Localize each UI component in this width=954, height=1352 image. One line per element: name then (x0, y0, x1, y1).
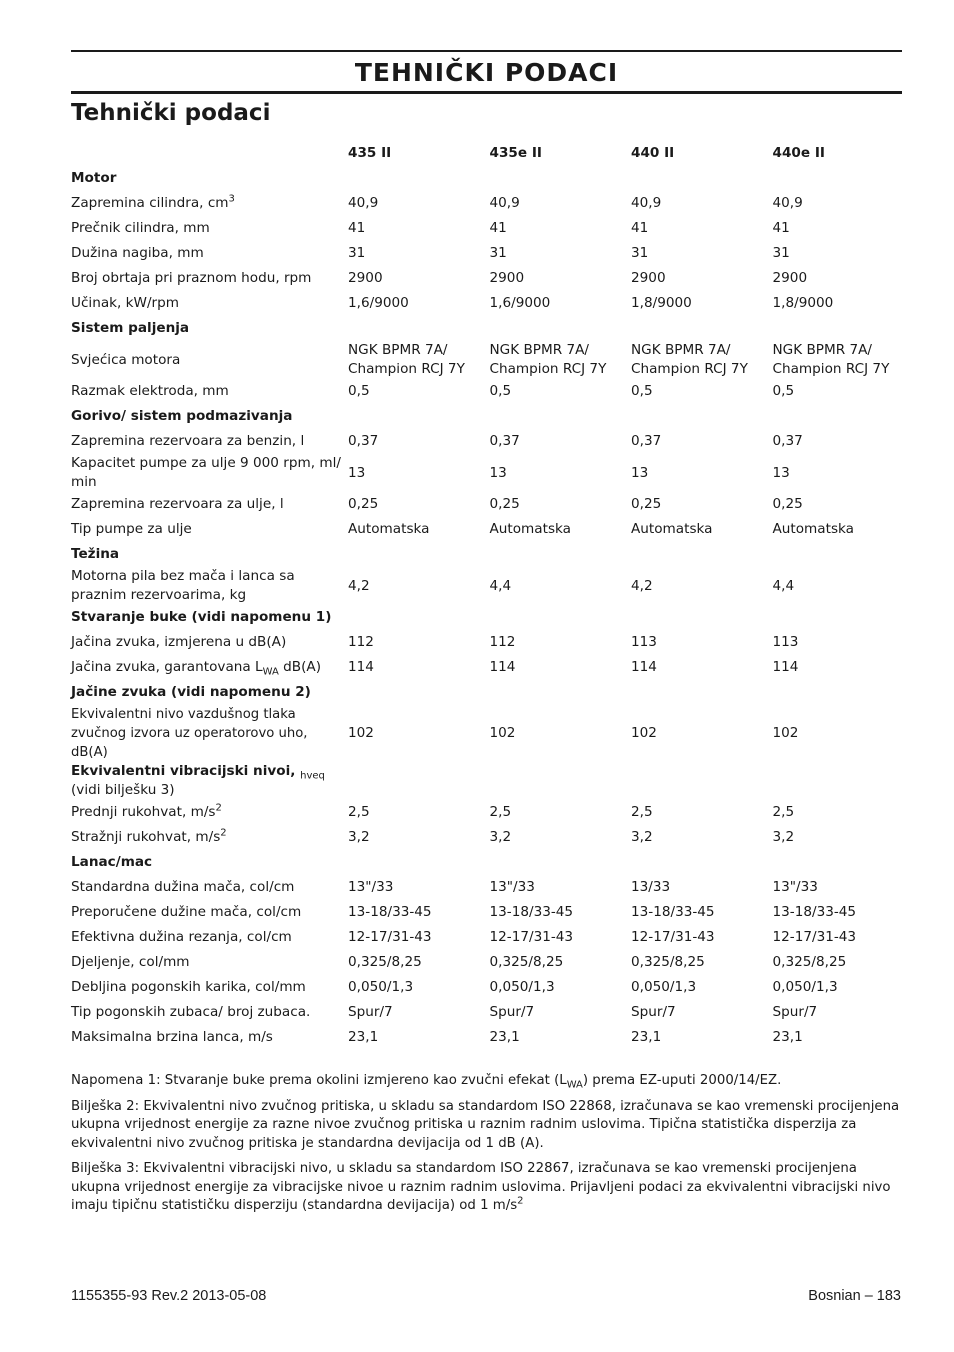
table-row (71, 900, 914, 925)
table-cell: 40,9 (348, 195, 379, 211)
table-cell: 0,325/8,25 (631, 954, 705, 970)
row-label: Efektivna dužina rezanja, col/cm (71, 929, 292, 945)
table-cell: 23,1 (348, 1029, 379, 1045)
section-row (71, 850, 914, 875)
table-cell: 12-17/31-43 (489, 929, 574, 945)
table-cell: Automatska (631, 521, 713, 537)
table-cell: 13/33 (631, 879, 671, 895)
table-cell: NGK BPMR 7A/ Champion RCJ 7Y (348, 342, 465, 377)
table-cell: Spur/7 (348, 1004, 393, 1020)
table-cell: NGK BPMR 7A/ Champion RCJ 7Y (489, 342, 607, 377)
table-cell: 23,1 (631, 1029, 662, 1045)
table-cell: 0,050/1,3 (772, 979, 838, 995)
table-cell: 41 (489, 220, 507, 236)
table-cell: 2900 (772, 270, 808, 286)
table-cell: 114 (348, 659, 374, 675)
table-row (71, 517, 914, 542)
row-label: Tip pumpe za ulje (71, 521, 192, 537)
table-cell: 13-18/33-45 (631, 904, 715, 920)
table-row (71, 1025, 914, 1050)
table-cell: 112 (348, 634, 374, 650)
table-row (71, 825, 914, 850)
section-title: Stvaranje buke (vidi napomenu 1) (71, 609, 332, 625)
section-title: Motor (71, 170, 117, 186)
table-cell: Spur/7 (631, 1004, 676, 1020)
row-label: Jačina zvuka, izmjerena u dB(A) (71, 634, 287, 650)
row-label: Tip pogonskih zubaca/ broj zubaca. (71, 1004, 311, 1020)
row-label: Zapremina cilindra, $cm^3$ (71, 193, 235, 211)
table-row (71, 875, 914, 900)
table-cell: 13-18/33-45 (348, 904, 432, 920)
table-cell: Spur/7 (772, 1004, 818, 1020)
table-row (71, 705, 914, 762)
table-row (71, 191, 914, 216)
table-cell: 0,25 (631, 496, 662, 512)
note-1: Napomena 1: Stvaranje buke prema okolini izmjereno kao zvučni efekat $(L_{WA})$ prema EZ-uputi 2000/14/EZ. (71, 1073, 782, 1091)
table-row (71, 429, 914, 454)
model-header: 435e II (489, 145, 542, 161)
table-cell: Automatska (772, 521, 855, 537)
table-row (71, 950, 914, 975)
table-cell: 1,8/9000 (772, 295, 834, 311)
table-cell: NGK BPMR 7A/ Champion RCJ 7Y (631, 342, 748, 377)
banner-title: TEHNIČKI PODACI (354, 58, 619, 87)
page-banner (71, 50, 902, 94)
table-cell: 4,2 (348, 577, 370, 594)
table-cell: 40,9 (772, 195, 803, 211)
table-cell: 2900 (348, 270, 383, 286)
table-cell: 31 (348, 245, 366, 261)
table-row (71, 379, 914, 404)
model-header: 440 II (631, 145, 675, 161)
table-cell: 41 (631, 220, 649, 236)
table-cell: 1,6/9000 (489, 295, 551, 311)
table-cell: 114 (772, 659, 799, 675)
table-cell: 3,2 (772, 829, 795, 845)
table-cell: 0,325/8,25 (772, 954, 847, 970)
model-header: 440e II (772, 145, 825, 161)
table-cell: 112 (489, 634, 516, 650)
table-cell: 114 (631, 659, 657, 675)
table-cell: 41 (772, 220, 790, 236)
row-label: Zapremina rezervoara za ulje, l (71, 496, 284, 512)
section-row (71, 404, 914, 429)
table-cell: 0,37 (631, 433, 662, 449)
row-label: Učinak, kW/rpm (71, 295, 180, 311)
table-cell: 3,2 (631, 829, 653, 845)
table-row (71, 567, 914, 605)
table-cell: 13-18/33-45 (772, 904, 857, 920)
section-row (71, 542, 914, 567)
table-row (71, 241, 914, 266)
row-label: Broj obrtaja pri praznom hodu, rpm (71, 270, 312, 286)
table-cell: 0,25 (348, 496, 379, 512)
table-cell: 4,4 (772, 577, 795, 594)
row-label: Svjećica motora (71, 351, 181, 368)
header-blank (71, 141, 348, 166)
table-cell: 2900 (631, 270, 666, 286)
section-title: Težina (71, 546, 120, 562)
table-cell: 0,325/8,25 (489, 954, 564, 970)
table-cell: 0,050/1,3 (348, 979, 414, 995)
table-cell: 12-17/31-43 (348, 929, 432, 945)
row-label: Jačina zvuka, garantovana $L_{WA}$ dB(A) (71, 659, 321, 678)
table-cell: 0,37 (348, 433, 379, 449)
page-number: Bosnian – 183 (808, 1288, 901, 1304)
table-row (71, 454, 914, 492)
table-cell: 0,5 (772, 383, 795, 399)
table-cell: 13 (489, 464, 507, 481)
table-cell: 102 (631, 725, 657, 741)
footnotes (71, 1072, 906, 1223)
row-label: Djeljenje, col/mm (71, 954, 190, 970)
table-cell: 114 (489, 659, 516, 675)
table-cell: 23,1 (489, 1029, 520, 1045)
table-cell: 2,5 (489, 804, 512, 820)
section-title: Lanac/mac (71, 854, 153, 870)
table-cell: 2,5 (348, 804, 370, 820)
row-label: Prečnik cilindra, mm (71, 220, 210, 236)
table-cell: 13 (348, 464, 366, 481)
page-title: Tehnički podaci (71, 100, 271, 126)
table-cell: 102 (348, 725, 374, 741)
table-cell: 0,25 (489, 496, 520, 512)
model-header: 435 II (348, 145, 392, 161)
table-cell: 31 (772, 245, 790, 261)
section-row (71, 316, 914, 341)
table-cell: 0,37 (489, 433, 520, 449)
row-label: Ekvivalentni nivo vazdušnog tlaka zvučnog izvora uz operatorovo uho, dB(A) (71, 707, 308, 760)
table-cell: 12-17/31-43 (772, 929, 857, 945)
table-cell: 102 (772, 725, 799, 741)
table-cell: 0,050/1,3 (631, 979, 697, 995)
table-cell: 41 (348, 220, 366, 236)
row-label: Maksimalna brzina lanca, m/s (71, 1029, 273, 1045)
table-cell: 12-17/31-43 (631, 929, 715, 945)
table-cell: 0,37 (772, 433, 803, 449)
row-label: Preporučene dužine mača, col/cm (71, 904, 302, 920)
table-cell: 31 (489, 245, 507, 261)
table-cell: Automatska (348, 521, 430, 537)
table-row (71, 800, 914, 825)
table-cell: 2,5 (772, 804, 795, 820)
table-cell: Automatska (489, 521, 572, 537)
table-cell: NGK BPMR 7A/ Champion RCJ 7Y (772, 342, 890, 377)
table-cell: 0,5 (348, 383, 370, 399)
note-3: Bilješka 3: Ekvivalentni vibracijski nivo, u skladu sa standardom ISO 22867, izračunava se kao vremenski procijenjena ukupna vrijednost energije za vibracijske nivoe u raznim radnim uslovima. Prijavljeni podaci za ekvivalentni vibracijski nivo imaju tipičnu statističku disperziju (standardna devijacija) od 1 $m/s^2$ (71, 1161, 891, 1213)
table-row (71, 341, 914, 379)
table-cell: 40,9 (489, 195, 520, 211)
row-label: Debljina pogonskih karika, col/mm (71, 979, 306, 995)
table-cell: 2900 (489, 270, 525, 286)
table-cell: 0,25 (772, 496, 803, 512)
table-cell: 40,9 (631, 195, 662, 211)
row-label: Kapacitet pumpe za ulje 9 000 rpm, ml/ min (71, 455, 341, 490)
table-cell: 3,2 (348, 829, 370, 845)
table-cell: 13"/33 (772, 879, 818, 895)
table-cell: 113 (772, 634, 799, 650)
table-cell: 4,4 (489, 577, 512, 594)
table-cell: 31 (631, 245, 649, 261)
table-cell: 23,1 (772, 1029, 803, 1045)
table-row (71, 1000, 914, 1025)
table-cell: 13"/33 (348, 879, 394, 895)
section-title: Ekvivalentni vibracijski nivoi, $_{hveq}$ (vidi bilješku 3) (71, 763, 325, 798)
row-label: Dužina nagiba, mm (71, 245, 204, 261)
table-cell: 2,5 (631, 804, 653, 820)
table-header-row (71, 141, 914, 166)
table-cell: 3,2 (489, 829, 512, 845)
document-number: 1155355-93 Rev.2 2013-05-08 (71, 1288, 267, 1304)
table-cell: 13"/33 (489, 879, 535, 895)
section-title: Jačine zvuka (vidi napomenu 2) (71, 684, 311, 700)
table-cell: 1,6/9000 (348, 295, 409, 311)
table-cell: 13 (631, 464, 649, 481)
section-title: Sistem paljenja (71, 320, 190, 336)
table-cell: 0,325/8,25 (348, 954, 422, 970)
table-cell: Spur/7 (489, 1004, 535, 1020)
table-cell: 1,8/9000 (631, 295, 692, 311)
row-label: Motorna pila bez mača i lanca sa praznim rezervoarima, kg (71, 568, 295, 603)
row-label: Zapremina rezervoara za benzin, l (71, 433, 305, 449)
row-label: Stražnji rukohvat, $m/s^2$ (71, 827, 227, 845)
row-label: Prednji rukohvat, $m/s^2$ (71, 802, 222, 820)
table-row (71, 630, 914, 655)
table-cell: 13-18/33-45 (489, 904, 574, 920)
table-cell: 0,5 (631, 383, 653, 399)
section-title: Gorivo/ sistem podmazivanja (71, 408, 293, 424)
row-label: Standardna dužina mača, col/cm (71, 879, 295, 895)
table-cell: 102 (489, 725, 516, 741)
table-cell: 0,050/1,3 (489, 979, 555, 995)
note-2: Bilješka 2: Ekvivalentni nivo zvučnog pritiska, u skladu sa standardom ISO 22868, izračunava se kao vremenski procijenjena ukupna vrijednost energije za razne nivoe zvučnog pritiska u raznim radnim uslovima. Tipična statistička disperzija za ekvivalentni nivo zvučnog pritiska je standardna devijacija od 1 dB (A). (71, 1098, 900, 1151)
table-cell: 4,2 (631, 577, 653, 594)
table-row (71, 975, 914, 1000)
section-row (71, 762, 914, 800)
table-row (71, 655, 914, 680)
section-row (71, 166, 914, 191)
table-cell: 0,5 (489, 383, 512, 399)
section-row (71, 605, 914, 630)
table-row (71, 291, 914, 316)
section-row (71, 680, 914, 705)
table-cell: 13 (772, 464, 790, 481)
table-row (71, 925, 914, 950)
table-row (71, 266, 914, 291)
table-cell: 113 (631, 634, 657, 650)
spec-table (71, 141, 914, 1050)
row-label: Razmak elektroda, mm (71, 383, 229, 399)
table-row (71, 492, 914, 517)
table-row (71, 216, 914, 241)
